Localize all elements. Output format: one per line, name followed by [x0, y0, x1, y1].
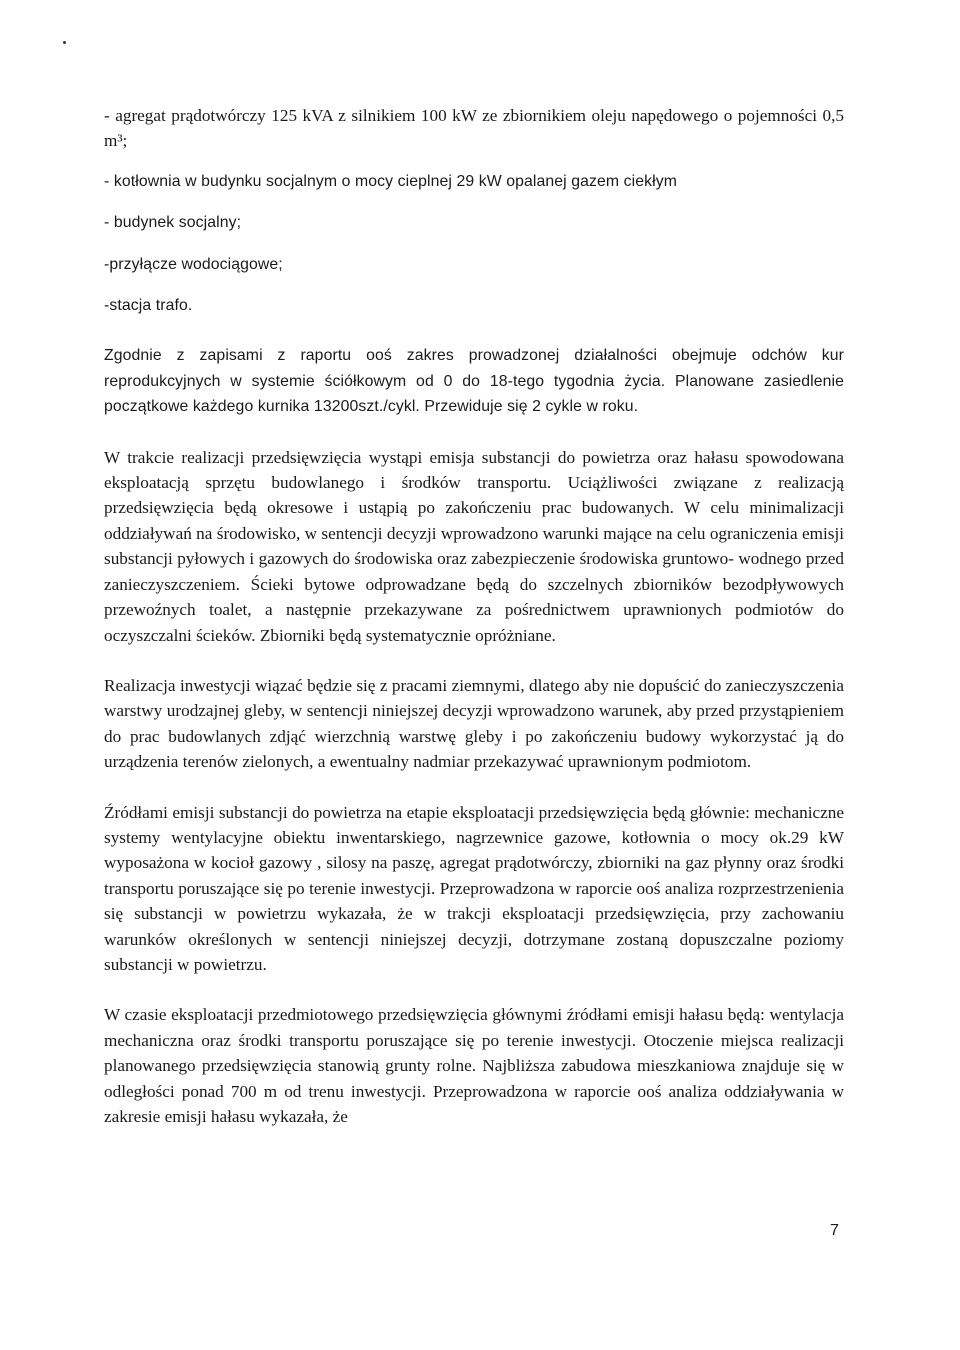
list-item-generator: - agregat prądotwórczy 125 kVA z silnikiem 100 kW ze zbiornikiem oleju napędowego o pojemności 0,5 m³;	[104, 106, 844, 151]
scan-speck	[63, 41, 66, 44]
paragraph-earthworks: Realizacja inwestycji wiązać będzie się z pracami ziemnymi, dlatego aby nie dopuścić do zanieczyszczenia warstwy urodzajnej gleby, w sentencji niniejszej decyzji wprowadzono warunek, aby przed przystąpieniem do prac budowlanych zdjąć wierzchnią warstwę gleby i po zakończeniu budowy wykorzystać ją do urządzenia terenów zielonych, a ewentualny nadmiar przekazywać uprawnionym podmiotom.	[104, 675, 844, 772]
paragraph-scope: Zgodnie z zapisami z raportu ooś zakres prowadzonej działalności obejmuje odchów kur reprodukcyjnych w systemie ściółkowym od 0 do 18-tego tygodnia życia. Planowane zasiedlenie początkowe każdego kurnika 13200szt./cykl. Przewiduje się 2 cykle w roku.	[104, 347, 844, 416]
paragraph-noise-emissions: W czasie eksploatacji przedmiotowego przedsięwzięcia głównymi źródłami emisji hałasu będą: wentylacja mechaniczna oraz środki transportu poruszające się po terenie inwestycji. Otoczenie miejsca realizacji planowanego przedsięwzięcia stanowią grunty rolne. Najbliższa zabudowa mieszkaniowa znajduje się w odległości ponad 700 m od trenu inwestycji. Przeprowadzona w raporcie ooś analiza oddziaływania w zakresie emisji hałasu wykazała, że	[104, 1005, 844, 1126]
list-item-transformer-station: -stacja trafo.	[104, 297, 193, 315]
list-item-boiler-room: - kotłownia w budynku socjalnym o mocy cieplnej 29 kW opalanej gazem ciekłym	[104, 172, 678, 190]
paragraph-construction-emissions: W trakcie realizacji przedsięwzięcia wystąpi emisja substancji do powietrza oraz hałasu spowodowana eksploatacją sprzętu budowlanego i środków transportu. Uciążliwości związane z realizacją przedsięwzięcia będą okresowe i ustąpią po zakończeniu prac budowanych. W celu minimalizacji oddziaływań na środowisko, w sentencji decyzji wprowadzono warunki mające na celu ograniczenia emisji substancji pyłowych i gazowych do środowiska oraz zabezpieczenie środowiska gruntowo- wodnego przed zanieczyszczeniem. Ścieki bytowe odprowadzane będą do szczelnych zbiorników bezodpływowych przewoźnych toalet, a następnie przekazywane za pośrednictwem uprawnionych podmiotów do oczyszczalni ścieków. Zbiorniki będą systematycznie opróżniane.	[104, 447, 844, 645]
paragraph-air-emissions: Źródłami emisji substancji do powietrza na etapie eksploatacji przedsięwzięcia będą głównie: mechaniczne systemy wentylacyjne obiektu inwentarskiego, nagrzewnice gazowe, kotłownia o mocy ok.29 kW wyposażona w kocioł gazowy , silosy na paszę, agregat prądotwórczy, zbiorniki na gaz płynny oraz środki transportu poruszające się po terenie inwestycji. Przeprowadzona w raporcie ooś analiza rozprzestrzenienia się substancji w powietrzu wykazała, że w trakcji eksploatacji przedsięwzięcia, przy zachowaniu warunków określonych w sentencji niniejszej decyzji, dotrzymane zostaną dopuszczalne poziomy substancji w powietrzu.	[104, 802, 844, 974]
page-number: 7	[830, 1222, 839, 1239]
list-item-water-connection: -przyłącze wodociągowe;	[104, 255, 283, 273]
list-item-social-building: - budynek socjalny;	[104, 214, 242, 232]
document-body	[104, 103, 844, 1129]
